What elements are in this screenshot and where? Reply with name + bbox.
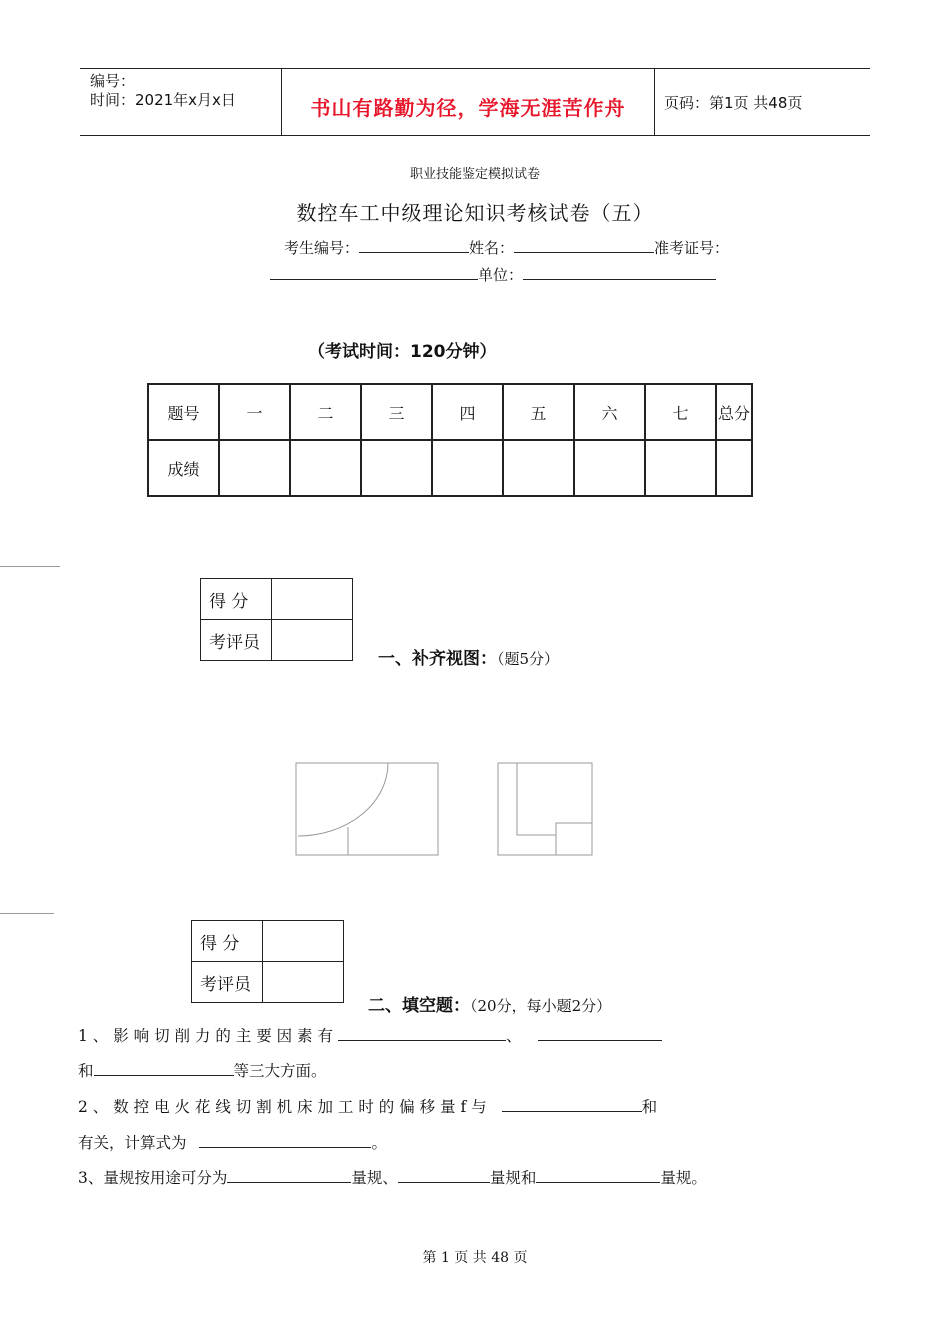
grade-col-6: 六 [574,384,645,440]
question-1-line-1 [78,1024,662,1047]
q3-blank-1[interactable] [227,1166,351,1183]
name-label: 姓名： [469,239,515,257]
view-left-arc [298,763,388,836]
candidate-no-field[interactable] [359,236,469,253]
grade-table-header-row [148,384,752,440]
doc-number-label: 编号： [90,72,136,90]
question-3 [78,1166,707,1189]
q3-text: 3、量规按用途可分为 [78,1169,228,1187]
q3-mid-1: 量规、 [351,1169,398,1187]
grade-col-5: 五 [503,384,574,440]
section1-score-field[interactable] [272,579,353,620]
score-cell-1[interactable] [219,440,290,496]
header-motto: 书山有路勤为径，学海无涯苦作舟 [310,96,626,120]
q1-and: 和 [78,1062,94,1080]
section1-grader-label: 考评员 [201,620,272,661]
unit-field[interactable] [523,263,716,280]
header-top-rule [80,68,870,69]
grade-col-7: 七 [645,384,716,440]
question-1-line-2 [78,1059,327,1082]
q3-mid-2: 量规和 [489,1169,537,1187]
score-cell-6[interactable] [574,440,645,496]
section1-heading: 一、补齐视图： [378,649,497,669]
candidate-info-line2 [270,263,716,285]
grade-col-1: 一 [219,384,290,440]
question-2-line-1 [78,1095,657,1118]
section2-score-box [191,920,344,1003]
section1-points: （题5分） [497,650,560,668]
q1-end: 等三大方面。 [233,1062,327,1080]
q2-blank-1[interactable] [502,1095,642,1112]
view-right-step [517,763,592,835]
section2-heading: 二、填空题： [368,996,470,1016]
q2-formula-label: 有关，计算式为 [78,1134,187,1152]
section1-score-label: 得 分 [201,579,272,620]
q3-blank-2[interactable] [398,1166,490,1183]
q2-end: 。 [371,1134,387,1152]
grade-row-header: 题号 [148,384,219,440]
q3-blank-3[interactable] [536,1166,660,1183]
margin-mark-1 [0,566,60,567]
candidate-no-label: 考生编号： [284,239,360,257]
view-right-outline [498,763,592,855]
section1-score-box [200,578,353,661]
ticket-no-label: 准考证号： [654,239,730,257]
unit-label: 单位： [478,266,524,284]
doc-time-label: 时间：2021年x月x日 [90,91,236,109]
q1-blank-1[interactable] [338,1024,506,1041]
exam-category: 职业技能鉴定模拟试卷 [409,167,540,182]
grade-table-score-row [148,440,752,496]
q2-and: 和 [641,1098,658,1116]
section2-score-label: 得 分 [192,921,263,962]
q1-separator: 、 [505,1027,522,1045]
score-cell-5[interactable] [503,440,574,496]
section2-heading-line [368,991,611,1016]
grade-col-3: 三 [361,384,432,440]
score-cell-4[interactable] [432,440,503,496]
score-cell-total[interactable] [716,440,752,496]
q1-blank-2[interactable] [538,1024,662,1041]
grade-table [147,383,753,497]
margin-mark-2 [0,913,54,914]
score-cell-3[interactable] [361,440,432,496]
grade-col-2: 二 [290,384,361,440]
section1-heading-line [378,644,559,669]
section2-score-field[interactable] [263,921,344,962]
name-field[interactable] [514,236,654,253]
view-left-outline [296,763,438,855]
q1-blank-3[interactable] [94,1059,234,1076]
grade-col-4: 四 [432,384,503,440]
page-code: 页码：第1页 共48页 [664,94,803,112]
section2-points: （20分，每小题2分） [470,997,612,1015]
question-2-text: 2 、 数 控 电 火 花 线 切 割 机 床 加 工 时 的 偏 移 量 f 与 [78,1098,487,1116]
view-drawing [290,755,610,865]
section2-grader-field[interactable] [263,962,344,1003]
section2-grader-label: 考评员 [192,962,263,1003]
score-cell-2[interactable] [290,440,361,496]
header-bottom-rule [80,135,870,136]
ticket-no-field[interactable] [270,263,478,280]
candidate-info-line1 [284,236,729,258]
page-footer: 第 1 页 共 48 页 [422,1250,528,1266]
exam-duration: （考试时间：120分钟） [308,342,497,362]
section1-grader-field[interactable] [272,620,353,661]
grade-col-total: 总分 [716,384,752,440]
question-1-text: 1 、 影 响 切 削 力 的 主 要 因 素 有 [78,1027,333,1045]
question-2-line-2 [78,1131,387,1154]
q2-blank-2[interactable] [199,1131,371,1148]
exam-title: 数控车工中级理论知识考核试卷（五） [296,201,654,225]
q3-end: 量规。 [660,1169,707,1187]
score-row-header: 成绩 [148,440,219,496]
header-divider-right [654,68,655,135]
score-cell-7[interactable] [645,440,716,496]
